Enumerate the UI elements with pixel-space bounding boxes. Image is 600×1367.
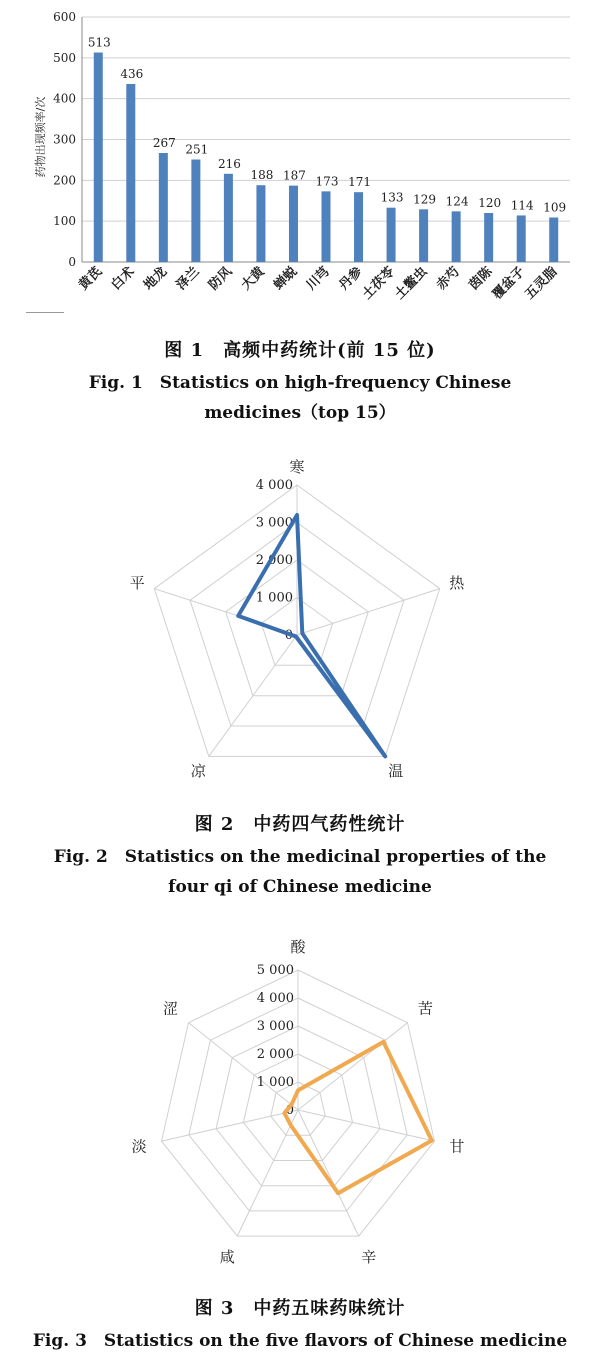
figure-2-caption-en xyxy=(0,842,600,902)
figure-1-divider xyxy=(26,312,64,313)
radar-spoke xyxy=(298,1110,359,1236)
bar-data-label: 173 xyxy=(315,174,339,189)
bar-x-tick-label: 赤芍 xyxy=(433,264,463,294)
figure-3-caption-en xyxy=(0,1326,600,1356)
bar-x-tick-label: 覆盆子 xyxy=(489,264,529,303)
figure-3-caption-cn: 图 3 中药五味药味统计 xyxy=(194,1298,406,1319)
radar-axis-label: 热 xyxy=(449,574,465,593)
radar-axis-label: 咸 xyxy=(219,1247,235,1266)
bar-data-label: 133 xyxy=(380,190,404,205)
bar-data-label: 187 xyxy=(283,168,306,183)
figure-2-caption-en-line2: four qi of Chinese medicine xyxy=(168,877,432,897)
radar-chart-five-flavors xyxy=(0,930,600,1275)
bar-data-label: 188 xyxy=(250,168,274,183)
figure-1-caption-en-line1: Fig. 1 Statistics on high-frequency Chinese xyxy=(88,373,512,393)
bar-data-label: 251 xyxy=(185,142,209,157)
figure-1-caption-en xyxy=(0,368,600,428)
bar-data-label: 129 xyxy=(413,192,437,207)
bar xyxy=(191,160,200,262)
bar xyxy=(94,53,103,262)
bar-y-tick-label: 0 xyxy=(68,255,76,269)
bar xyxy=(126,84,135,262)
radar-tick-label: 2 000 xyxy=(255,553,293,568)
radar-spoke xyxy=(298,1110,434,1141)
bar xyxy=(484,213,493,262)
radar-spoke xyxy=(297,589,440,635)
figure-1-caption-cn: 图 1 高频中药统计(前 15 位) xyxy=(164,340,436,361)
bar xyxy=(322,191,331,262)
bar-x-tick-label: 地龙 xyxy=(141,264,171,294)
bar xyxy=(354,192,363,262)
bar-data-label: 513 xyxy=(87,35,111,50)
bar-y-tick-label: 100 xyxy=(53,214,76,229)
bar-data-label: 114 xyxy=(510,198,534,213)
figure-2-caption-cn: 图 2 中药四气药性统计 xyxy=(194,814,406,835)
radar-axis-label: 苦 xyxy=(417,999,433,1018)
bar-x-tick-label: 五灵脂 xyxy=(522,264,561,303)
bar xyxy=(159,153,168,262)
bar-data-label: 171 xyxy=(348,175,371,190)
radar-series-line xyxy=(238,515,385,756)
radar-tick-label: 2 000 xyxy=(256,1047,294,1062)
radar-spoke xyxy=(189,1023,298,1110)
bar xyxy=(517,215,526,262)
bar-x-tick-label: 川芎 xyxy=(303,264,333,294)
radar-spoke xyxy=(237,1110,298,1236)
bar-y-axis-label: 药物出现频率/次 xyxy=(34,96,47,178)
radar-axis-label: 寒 xyxy=(289,458,305,476)
radar-chart-four-qi xyxy=(0,450,600,790)
bar xyxy=(419,209,428,262)
radar-tick-label: 0 xyxy=(285,1103,294,1118)
bar-y-tick-label: 300 xyxy=(53,132,76,147)
bar-data-label: 120 xyxy=(478,196,502,210)
bar-y-tick-label: 400 xyxy=(53,91,76,106)
radar-tick-label: 4 000 xyxy=(255,478,293,493)
bar-chart xyxy=(0,0,600,310)
bar xyxy=(256,185,265,262)
radar-axis-label: 甘 xyxy=(449,1137,465,1156)
figure-2 xyxy=(0,450,600,920)
figure-1-caption-en-line2: medicines（top 15） xyxy=(204,403,396,423)
radar-axis-label: 涩 xyxy=(163,999,179,1018)
radar-tick-label: 1 000 xyxy=(255,590,293,606)
bar-y-tick-label: 600 xyxy=(53,10,76,24)
bar-x-tick-label: 防风 xyxy=(206,264,236,294)
figure-3 xyxy=(0,930,600,1367)
radar-tick-label: 3 000 xyxy=(256,1019,294,1034)
radar-axis-label: 平 xyxy=(129,574,145,593)
bar-x-tick-label: 土鳖虫 xyxy=(392,264,431,303)
bar-data-label: 109 xyxy=(543,200,567,215)
bar xyxy=(387,208,396,262)
radar-axis-label: 淡 xyxy=(131,1137,147,1156)
bar xyxy=(224,174,233,262)
bar-x-tick-label: 黄芪 xyxy=(76,264,106,294)
radar-axis-label: 酸 xyxy=(290,938,306,956)
bar-data-label: 124 xyxy=(445,194,469,209)
figure-1 xyxy=(0,0,600,460)
radar-axis-label: 温 xyxy=(388,761,404,780)
bar-data-label: 216 xyxy=(217,156,241,171)
bar-y-tick-label: 500 xyxy=(53,50,76,65)
radar-axis-label: 凉 xyxy=(190,761,206,780)
radar-tick-label: 1 000 xyxy=(256,1075,294,1090)
bar-data-label: 436 xyxy=(120,66,144,81)
radar-tick-label: 3 000 xyxy=(255,515,293,531)
bar-x-tick-label: 丹参 xyxy=(336,264,366,294)
radar-spoke xyxy=(298,1023,407,1110)
bar-x-tick-label: 大黄 xyxy=(238,264,268,294)
bar-data-label: 267 xyxy=(152,135,176,150)
radar-tick-label: 0 xyxy=(284,628,293,643)
figure-2-caption-en-line1: Fig. 2 Statistics on the medicinal properties of the xyxy=(53,847,547,867)
radar-series-line xyxy=(284,1042,431,1193)
bar-x-tick-label: 土茯苓 xyxy=(359,264,398,303)
radar-tick-label: 4 000 xyxy=(256,991,294,1006)
bar-y-tick-label: 200 xyxy=(53,173,76,188)
bar-x-tick-label: 白术 xyxy=(108,264,138,294)
bar-x-tick-label: 蝉蜕 xyxy=(271,264,301,294)
radar-tick-label: 5 000 xyxy=(256,963,294,978)
bar-x-tick-label: 茵陈 xyxy=(466,264,496,294)
radar-spoke xyxy=(162,1110,298,1141)
bar-x-tick-label: 泽兰 xyxy=(173,264,203,294)
bar xyxy=(452,211,461,262)
bar xyxy=(289,186,298,262)
radar-axis-label: 辛 xyxy=(361,1247,377,1266)
figure-3-caption-en-line1: Fig. 3 Statistics on the five flavors of Chinese medicine xyxy=(32,1331,568,1351)
bar xyxy=(549,217,558,262)
